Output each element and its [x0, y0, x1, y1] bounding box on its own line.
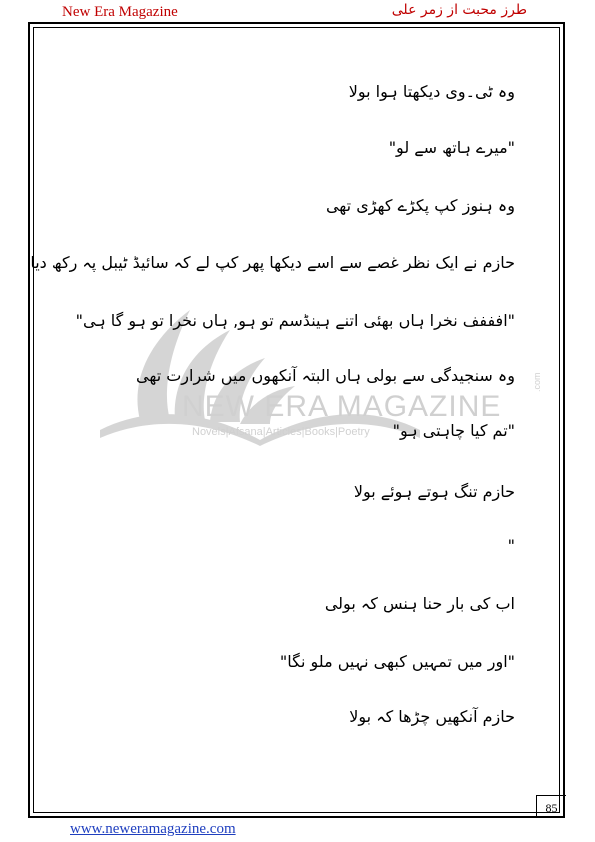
story-line: حازم آنکھیں چڑھا کہ بولا	[349, 707, 515, 726]
story-line: "میرے ہاتھ سے لو"	[388, 138, 515, 157]
story-line: وہ ٹی۔وی دیکھتا ہوا بولا	[348, 82, 515, 101]
watermark-subtitle: Novels|Afsana|Articles|Books|Poetry	[192, 426, 370, 438]
story-line: اب کی بار حنا ہنس کہ بولی	[324, 594, 515, 613]
story-line: حازم نے ایک نظر غصے سے اسے دیکھا پھر کپ لے کہ سائیڈ ٹیبل پہ رکھ دیا	[30, 253, 515, 272]
story-line: "افففف نخرا ہاں بھئی اتنے ہینڈسم تو ہو, ہاں نخرا تو ہو گا ہی"	[75, 311, 515, 330]
story-line: وہ سنجیدگی سے بولی ہاں البتہ آنکھوں میں شرارت تھی	[135, 366, 515, 385]
story-line: وہ ہنوز کپ پکڑے کھڑی تھی	[325, 196, 515, 215]
story-title: طرز محبت از زمر علی	[391, 2, 527, 18]
website-link[interactable]: www.neweramagazine.com	[70, 821, 236, 837]
watermark-domain: .com	[532, 372, 542, 392]
page-number: 85	[536, 795, 566, 818]
story-line: "	[507, 536, 515, 555]
magazine-name: New Era Magazine	[62, 4, 178, 20]
story-line: حازم تنگ ہوتے ہوئے بولا	[353, 482, 515, 501]
story-line: "تم کیا چاہتی ہو"	[392, 421, 515, 440]
story-line: "اور میں تمہیں کبھی نہیں ملو نگا"	[279, 652, 515, 671]
watermark-title: NEW ERA MAGAZINE	[182, 390, 502, 423]
